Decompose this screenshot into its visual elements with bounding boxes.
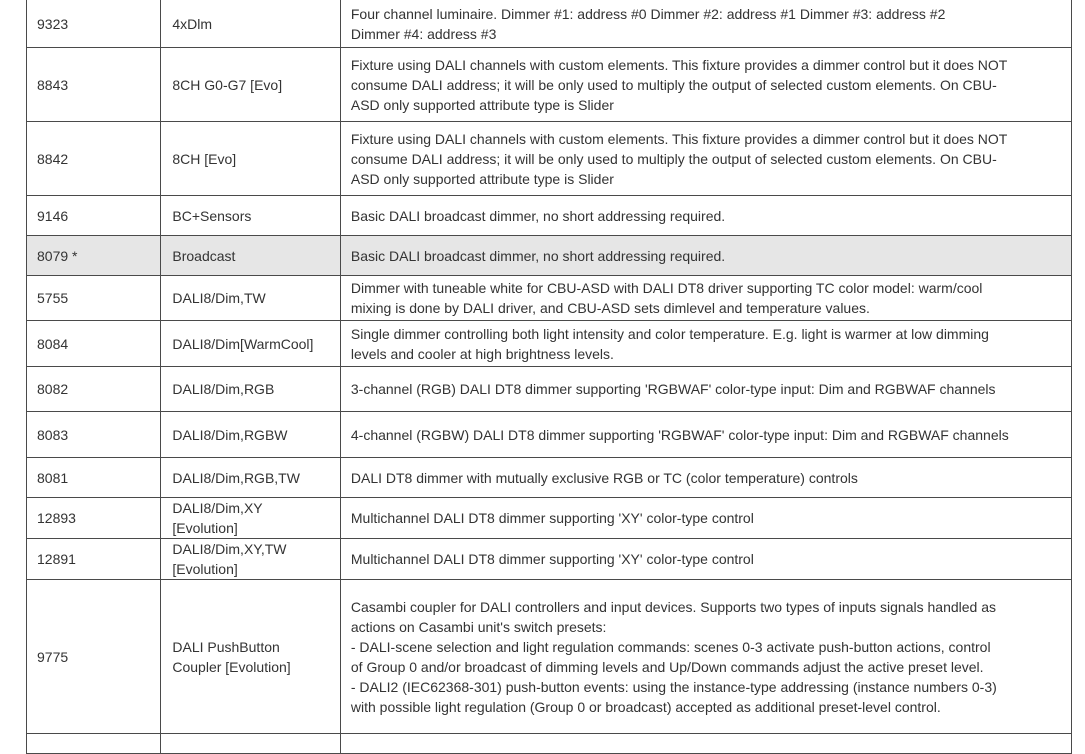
fixture-id-cell: 8842 [27, 122, 161, 196]
table-row-partial [27, 734, 1072, 754]
fixture-name-cell: DALI8/Dim,RGBW [161, 412, 341, 458]
fixture-name-cell: DALI8/Dim,RGB [161, 367, 341, 412]
description-line: Single dimmer controlling both light intensity and color temperature. E.g. light is warmer at low dimming [350, 325, 989, 342]
description-line: ASD only supported attribute type is Slider [350, 96, 614, 113]
fixture-id-cell: 9775 [27, 580, 161, 734]
fixture-description-cell [340, 236, 1071, 276]
fixture-description-cell [340, 498, 1071, 539]
description-line: Basic DALI broadcast dimmer, no short addressing required. [350, 207, 726, 224]
fixture-description-cell [340, 122, 1071, 196]
description-line: Four channel luminaire. Dimmer #1: address #0 Dimmer #2: address #1 Dimmer #3: address #2 [350, 5, 946, 22]
fixture-id-cell: 9323 [27, 0, 161, 48]
table-row [27, 412, 1072, 458]
fixture-name-cell: DALI8/Dim,TW [161, 276, 341, 321]
fixture-id-cell: 8083 [27, 412, 161, 458]
description-line: of Group 0 and/or broadcast of dimming levels and Up/Down commands adjust the active preset level. [350, 658, 984, 675]
table-row [27, 48, 1072, 122]
fixture-name-cell: DALI8/Dim[WarmCool] [161, 321, 341, 367]
description-line: mixing is done by DALI driver, and CBU-ASD sets dimlevel and temperature values. [350, 300, 870, 316]
fixture-id-cell: 12893 [27, 498, 161, 539]
description-line: consume DALI address; it will be only used to multiply the output of selected custom elements. On CBU- [350, 76, 997, 93]
table-row [27, 196, 1072, 236]
fixture-description-cell [340, 276, 1071, 321]
fixture-description-cell [340, 48, 1071, 122]
table-row [27, 0, 1072, 48]
fixture-table-container [26, 0, 1072, 754]
fixture-name-cell: DALI PushButton Coupler [Evolution] [161, 580, 341, 734]
fixture-id-cell: 8079 * [27, 236, 161, 276]
table-row-highlighted [27, 236, 1072, 276]
fixture-name-cell: BC+Sensors [161, 196, 341, 236]
description-line: levels and cooler at high brightness levels. [350, 345, 614, 362]
description-line: Dimmer #4: address #3 [350, 25, 497, 42]
description-line: ASD only supported attribute type is Slider [350, 170, 614, 187]
table-row [27, 539, 1072, 580]
fixture-description-cell [340, 412, 1071, 458]
fixture-id-cell: 12891 [27, 539, 161, 580]
fixture-name-cell: 8CH G0-G7 [Evo] [161, 48, 341, 122]
fixture-description-cell [340, 0, 1071, 48]
fixture-name-cell: Broadcast [161, 236, 341, 276]
fixture-description-cell [340, 580, 1071, 734]
fixture-description-cell [340, 734, 1071, 754]
description-line: Fixture using DALI channels with custom elements. This fixture provides a dimmer control but it does NOT [350, 130, 1008, 147]
table-row [27, 367, 1072, 412]
table-row [27, 122, 1072, 196]
description-line: Multichannel DALI DT8 dimmer supporting 'XY' color-type control [350, 551, 754, 567]
fixture-name-cell [161, 734, 341, 754]
description-line: - DALI-scene selection and light regulation commands: scenes 0-3 activate push-button actions, control [350, 638, 991, 655]
description-line: DALI DT8 dimmer with mutually exclusive RGB or TC (color temperature) controls [350, 469, 858, 486]
fixture-name-cell: DALI8/Dim,XY,TW [Evolution] [161, 539, 341, 580]
fixture-table-body [27, 0, 1072, 754]
fixture-name-cell: 4xDlm [161, 0, 341, 48]
description-line: Casambi coupler for DALI controllers and input devices. Supports two types of inputs signals handled as [350, 598, 997, 615]
fixture-description-cell [340, 539, 1071, 580]
table-row [27, 458, 1072, 498]
fixture-id-cell: 8084 [27, 321, 161, 367]
table-row [27, 276, 1072, 321]
fixture-name-cell: DALI8/Dim,RGB,TW [161, 458, 341, 498]
fixture-id-cell: 5755 [27, 276, 161, 321]
fixture-id-cell [27, 734, 161, 754]
fixture-description-cell [340, 321, 1071, 367]
fixture-table [26, 0, 1072, 754]
fixture-id-cell: 9146 [27, 196, 161, 236]
description-line: 4-channel (RGBW) DALI DT8 dimmer supporting 'RGBWAF' color-type input: Dim and RGBWAF channels [350, 426, 1009, 443]
description-line: Multichannel DALI DT8 dimmer supporting 'XY' color-type control [350, 510, 754, 526]
description-line: - DALI2 (IEC62368-301) push-button events: using the instance-type addressing (instance numbers 0-3) [350, 678, 997, 695]
fixture-id-cell: 8843 [27, 48, 161, 122]
fixture-id-cell: 8081 [27, 458, 161, 498]
fixture-id-cell: 8082 [27, 367, 161, 412]
description-line: consume DALI address; it will be only used to multiply the output of selected custom elements. On CBU- [350, 150, 997, 167]
table-row [27, 321, 1072, 367]
description-line: Basic DALI broadcast dimmer, no short addressing required. [350, 247, 726, 264]
table-row [27, 580, 1072, 734]
description-line: actions on Casambi unit's switch presets: [350, 618, 607, 635]
description-line: 3-channel (RGB) DALI DT8 dimmer supporting 'RGBWAF' color-type input: Dim and RGBWAF channels [350, 381, 996, 397]
fixture-description-cell [340, 367, 1071, 412]
description-line: Fixture using DALI channels with custom elements. This fixture provides a dimmer control but it does NOT [350, 56, 1008, 73]
description-line: Dimmer with tuneable white for CBU-ASD with DALI DT8 driver supporting TC color model: warm/cool [350, 280, 983, 296]
fixture-description-cell [340, 458, 1071, 498]
table-row [27, 498, 1072, 539]
fixture-name-cell: DALI8/Dim,XY [Evolution] [161, 498, 341, 539]
description-line: with possible light regulation (Group 0 or broadcast) accepted as additional preset-level control. [350, 698, 941, 715]
fixture-description-cell [340, 196, 1071, 236]
fixture-name-cell: 8CH [Evo] [161, 122, 341, 196]
